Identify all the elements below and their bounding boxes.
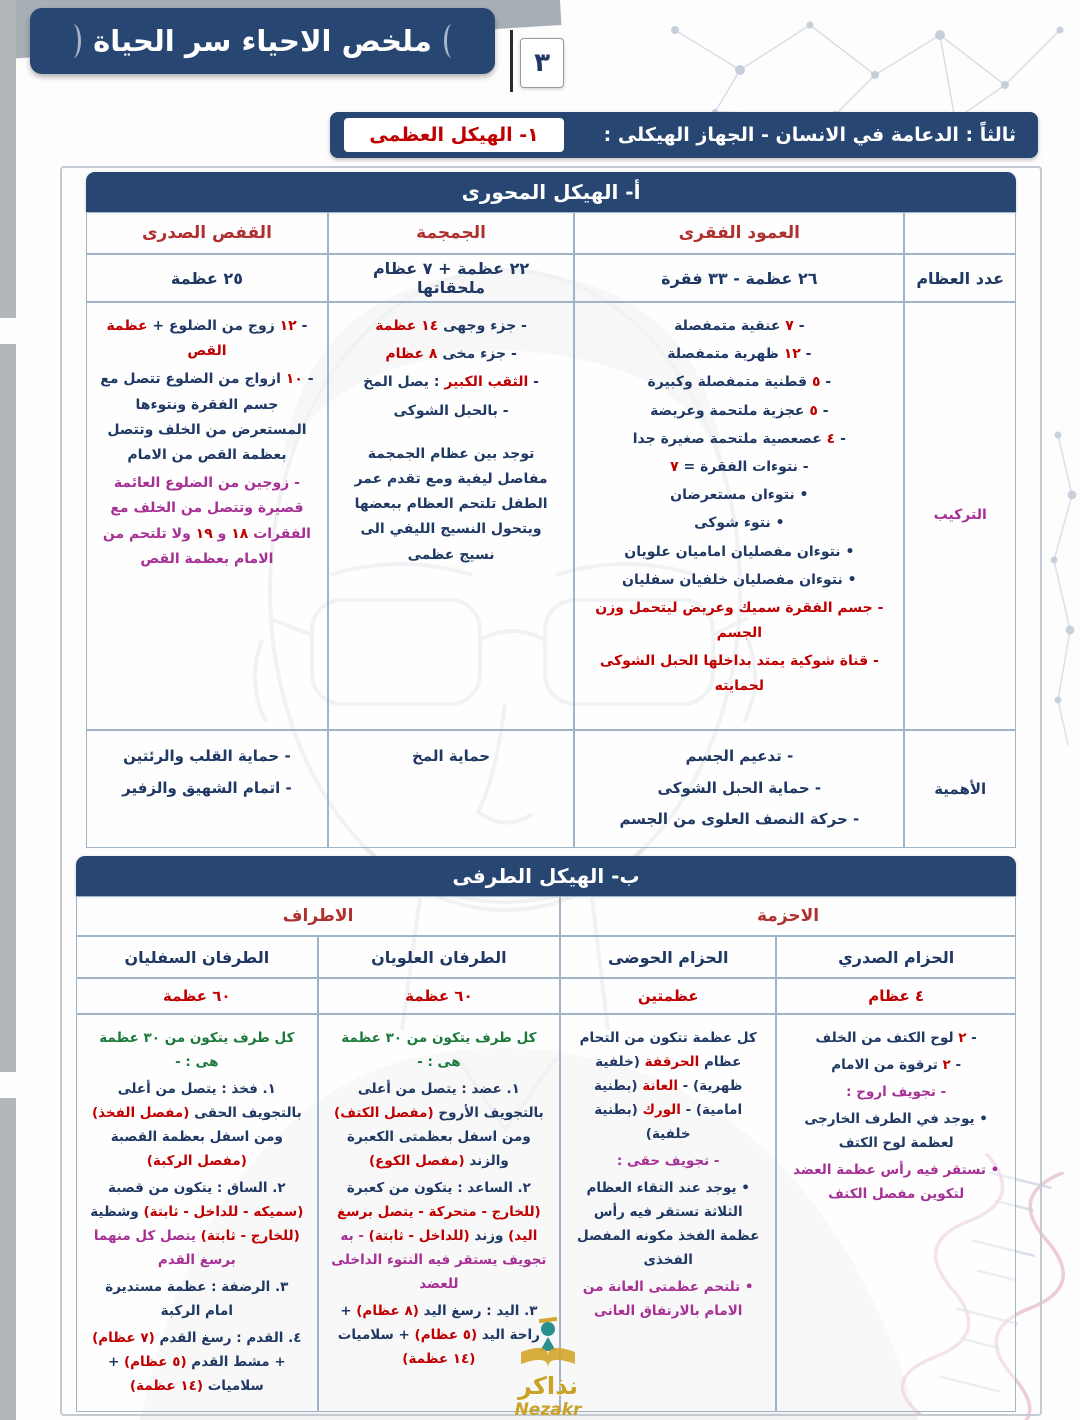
graduate-book-icon xyxy=(513,1316,583,1368)
text-line: • تستقر فيه رأس عظمة العضد لتكوين مفصل الكتف xyxy=(793,1162,1000,1203)
text-line: - حماية الحبل الشوكى xyxy=(657,778,822,797)
text-line: - قناة شوكية يمتد بداخلها الحبل الشوكى لحمايته xyxy=(599,653,879,695)
grouphead-limbs: الاطراف xyxy=(76,896,560,936)
text-line: - تجويف حقى : xyxy=(616,1153,720,1170)
text-line: ٢. الساعد : يتكون من كعبرة (للخارج - متحركة - يتصل برسغ اليد) وزند (للداخل - ثابتة) - به تجويف يستقر فيه النتوء الداخلى للعضد xyxy=(331,1180,547,1293)
text-line: - ٥ عجزية ملتحمة وعريضة xyxy=(650,402,829,419)
dots-decoration xyxy=(1044,430,1080,750)
brand-name-latin: Nezakr xyxy=(514,1400,582,1420)
cell-content-pectoral xyxy=(776,1014,1016,1412)
ornament-parenthesis-icon xyxy=(444,24,460,58)
ornament-parenthesis-icon xyxy=(65,24,81,58)
text-line: ٣. اليد : رسغ اليد (٨ عظام) + راحة اليد (٥ عظام) + سلاميات (١٤ عظمة) xyxy=(337,1303,540,1368)
text-line: كل طرف يتكون من ٣٠ عظمة هى : - xyxy=(99,1030,295,1071)
cell-count-pectoral: ٤ عظام xyxy=(776,978,1016,1014)
left-edge-strip xyxy=(0,0,16,1420)
brand-watermark xyxy=(468,1316,628,1420)
section-title: ثالثاً : الدعامة في الانسان - الجهاز الهيكلى : xyxy=(603,124,1016,146)
text-line: • تلتحم عظمتى العانة من الامام بالارتفاق العانى xyxy=(582,1279,754,1320)
appendicular-table-title: ب- الهيكل الطرفى xyxy=(76,856,1016,896)
text-line: • يوجد في الطرف الخارجى لعظمة لوح الكتف xyxy=(804,1111,988,1152)
text-line: - اتمام الشهيق والزفير xyxy=(122,778,292,797)
text-line: ١. عضد : يتصل من أعلى بالتجويف الأروح (مفصل الكتف) ومن اسفل بعظمتى الكعبرة والزند (مفصل الكوع) xyxy=(334,1081,544,1170)
page-number: ٣ xyxy=(520,38,564,88)
text-line: • نتوءان مستعرضان xyxy=(670,487,809,504)
strip-notch xyxy=(0,1072,16,1098)
rowlabel-structure: التركيب xyxy=(904,302,1016,730)
text-line: - الثقب الكبير : يصل المخ xyxy=(363,374,539,391)
text-line: - جزء مخى ٨ عظام xyxy=(385,346,517,363)
text-line: - ٥ قطنية متمفصلة وكبيرة xyxy=(647,374,832,391)
text-line: ٣. الرضفة : عظمة مستديرة امام الركبة xyxy=(105,1279,289,1320)
text-line: - جزء وجهى ١٤ عظمة xyxy=(375,318,527,334)
text-line: - زوجين من الضلوع العائمة قصيرة وتتصل من الخلف مع الفقرات ١٨ و ١٩ ولا تلتحم من الامام بعظمة القص xyxy=(102,475,311,567)
text-line: توجد بين عظام الجمجمة مفاصل ليفية ومع تقدم عمر الطفل تلتحم العظام ببعضها ويتحول النسيج الليفي الى نسيج عظمى xyxy=(354,445,548,563)
text-line: - حركة النصف العلوى من الجسم xyxy=(619,810,860,828)
text-line: • يوجد عند التقاء العظام الثلاثة تستقر فيه رأس عظمة الفخذ مكونه المفصل الفخذى xyxy=(577,1180,760,1269)
text-line: - ١٠ ازواج من الضلوع تتصل مع جسم الفقرة ونتوءها المستعرض من الخلف وتتصل بعظمة القص من الامام xyxy=(100,371,314,463)
rowlabel-bone-count: عدد العظام xyxy=(904,254,1016,302)
rowlabel-importance: الأهمية xyxy=(904,730,1016,848)
text-line: - تجويف اروح : xyxy=(846,1084,947,1101)
cell-count-upper: ٦٠ عظمة xyxy=(318,978,561,1014)
cell-count-pelvic: عظمتين xyxy=(560,978,776,1014)
text-line: ٤. القدم : رسغ القدم (٧ عظام) + مشط القدم (٥ عظام) + سلاميات (١٤ عظمة) xyxy=(92,1330,302,1395)
cell-importance-skull xyxy=(328,730,574,848)
page-title-banner xyxy=(30,8,495,74)
divider-line xyxy=(510,30,513,92)
colhead-skull: الجمجمة xyxy=(328,212,574,254)
text-line: • نتوءان مفصليان اماميان علويان xyxy=(624,543,855,560)
cell-structure-skull xyxy=(328,302,574,730)
cell-count-vertebral: ٢٦ عظمة - ٣٣ فقرة xyxy=(574,254,904,302)
section-subtitle: ١- الهيكل العظمى xyxy=(369,124,539,146)
section-subtitle-box xyxy=(342,116,566,154)
colhead-vertebral-column: العمود الفقرى xyxy=(574,212,904,254)
colhead-pectoral-girdle: الحزام الصدري xyxy=(776,936,1016,978)
text-line: - ٢ لوح الكتف من الخلف xyxy=(815,1030,977,1046)
text-line: ١. فخذ : يتصل من أعلى بالتجويف الحقى (مفصل الفخذ) ومن اسفل بعظمة القصبة (مفصل الركبة) xyxy=(91,1081,302,1170)
text-line: • نتوء شوكى xyxy=(694,515,785,532)
grouphead-girdles: الاحزمة xyxy=(560,896,1016,936)
cell-importance-vertebral xyxy=(574,730,904,848)
cell-count-skull: ٢٢ عظمة + ٧ عظام ملحقاتها xyxy=(328,254,574,302)
colhead-upper-limbs: الطرفان العلويان xyxy=(318,936,561,978)
text-line: - نتوءات الفقرة = ٧ xyxy=(670,458,809,475)
text-line: - ١٢ ظهرية متمفصلة xyxy=(667,346,812,363)
text-line: - حماية القلب والرئتين xyxy=(123,747,291,765)
text-line: - تدعيم الجسم xyxy=(685,747,794,765)
strip-notch xyxy=(0,318,16,344)
corner-cell xyxy=(904,212,1016,254)
text-line: - ٢ ترقوة من الامام xyxy=(831,1057,962,1074)
cell-importance-ribcage xyxy=(86,730,328,848)
text-line: حماية المخ xyxy=(412,747,491,765)
colhead-pelvic-girdle: الحزام الحوضى xyxy=(560,936,776,978)
brand-name-arabic: نذاكر xyxy=(518,1372,578,1400)
cell-structure-vertebral xyxy=(574,302,904,730)
axial-skeleton-table xyxy=(86,172,1016,848)
text-line: - جسم الفقرة سميك وعريض ليتحمل وزن الجسم xyxy=(595,599,884,642)
text-line: - ١٢ زوج من الضلوع + عظمة القص xyxy=(106,318,308,360)
axial-table-title: أ- الهيكل المحورى xyxy=(86,172,1016,212)
cell-content-lower xyxy=(76,1014,318,1412)
page-title: ملخص الاحياء سر الحياة xyxy=(93,24,432,58)
text-line: ٢. الساق : يتكون من قصبة (سميكه - للداخل - ثابتة) وشظية (للخارج - ثابتة) يتصل كل منهما برسغ القدم xyxy=(90,1180,304,1269)
text-line: - بالحبل الشوكى xyxy=(393,402,509,419)
text-line: - ٧ عنقية متمفصلة xyxy=(674,318,805,334)
text-line: - ٤ عصعصية ملتحمة صغيرة جدا xyxy=(632,430,846,447)
text-line: كل طرف يتكون من ٣٠ عظمة هى : - xyxy=(341,1030,537,1071)
cell-count-lower: ٦٠ عظمة xyxy=(76,978,318,1014)
cell-structure-ribcage xyxy=(86,302,328,730)
axial-table-grid xyxy=(86,212,1016,848)
text-line: كل عظمة تتكون من التحام عظام الحرقفة (خلفية ظهرية) - العانة (بطنية امامية) - الورك (بطنية خلفية) xyxy=(579,1030,757,1143)
colhead-lower-limbs: الطرفان السفليان xyxy=(76,936,318,978)
cell-count-ribcage: ٢٥ عظمة xyxy=(86,254,328,302)
text-line: • نتوءان مفصليان خلفيان سفليان xyxy=(622,571,857,588)
colhead-ribcage: القفص الصدرى xyxy=(86,212,328,254)
